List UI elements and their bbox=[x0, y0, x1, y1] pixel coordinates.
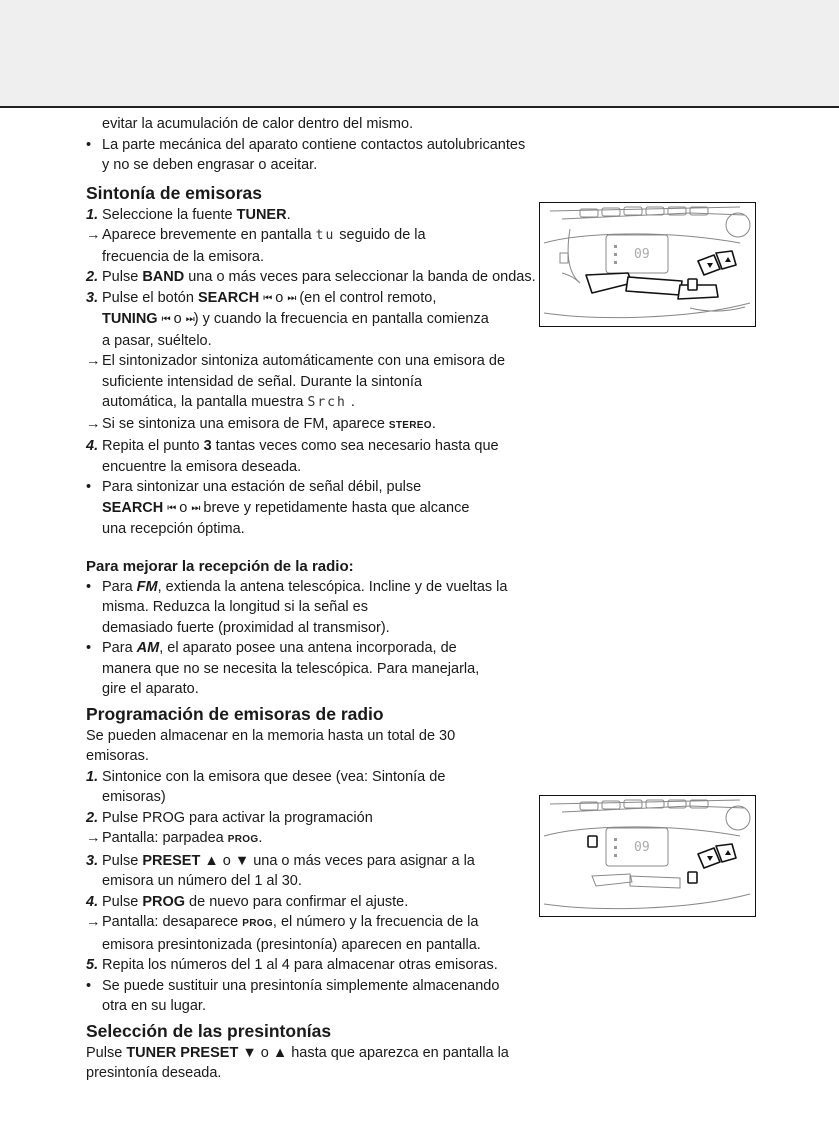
bullet-mark: • bbox=[86, 640, 92, 656]
prog-step-1: 1. Sintonice con la emisora que desee (vea: Sintonía de emisoras) bbox=[86, 768, 446, 805]
result-2: → El sintonizador sintoniza automáticamente con una emisora de suficiente intensidad de señal. Durante la sintonía automática, la pantalla muestra Srch . bbox=[86, 353, 506, 410]
prog-tip: • Se puede sustituir una presintonía simplemente almacenando otra en su lugar. bbox=[86, 977, 500, 1014]
intro-line: evitar la acumulación de calor dentro del mismo. bbox=[102, 116, 414, 132]
prog-step-2: 2. Pulse PROG para activar la programación bbox=[86, 809, 373, 826]
prog-indicator: PROG bbox=[242, 918, 273, 929]
lcd-srch: Srch bbox=[307, 395, 347, 410]
result-3: → Si se sintoniza una emisora de FM, aparece STEREO. bbox=[86, 414, 546, 437]
device-figure-preset bbox=[539, 795, 756, 917]
arrow-icon: → bbox=[86, 415, 101, 432]
bullet-mark: • bbox=[86, 578, 92, 595]
tip-fm: • Para FM, extienda la antena telescópica. Incline y de vueltas la misma. Reduzca la longitud si la señal es demasiado fuerte (proximidad al transmisor). bbox=[86, 578, 508, 636]
section-title-seleccion: Selección de las presintonías bbox=[86, 1020, 332, 1041]
step-3: 3. Pulse el botón SEARCH ⏮ o ⏭ (en el control remoto, TUNING ⏮ o ⏭) y cuando la frecuencia en pantalla comienza a pasar, suéltelo. bbox=[86, 289, 489, 349]
step-2: 2. Pulse BAND una o más veces para seleccionar la banda de ondas. bbox=[86, 269, 536, 285]
result-1: → Aparece brevemente en pantalla tu seguido de la frecuencia de la emisora. bbox=[86, 227, 426, 265]
step-4: 4. Repita el punto 3 tantas veces como sea necesario hasta que encuentre la emisora deseada. bbox=[86, 438, 499, 475]
prog-intro: Se pueden almacenar en la memoria hasta un total de 30 emisoras. bbox=[86, 727, 456, 764]
tip-am: • Para AM, el aparato posee una antena incorporada, de manera que no se necesita la telescópica. Para manejarla, gire el aparato. bbox=[86, 640, 480, 697]
prog-step-5: 5. Repita los números del 1 al 4 para almacenar otras emisoras. bbox=[86, 957, 498, 973]
arrow-icon: → bbox=[86, 914, 101, 930]
step-1: 1. Seleccione la fuente TUNER. bbox=[86, 206, 291, 223]
prog-step-4: 4. Pulse PROG de nuevo para confirmar el ajuste. bbox=[86, 893, 409, 910]
section-title-programacion: Programación de emisoras de radio bbox=[86, 703, 384, 724]
device-figure-tuner bbox=[539, 202, 756, 327]
bullet-mark: • bbox=[86, 136, 92, 153]
prog-step-3: 3. Pulse PRESET ▲ o ▼ una o más veces para asignar a la emisora un número del 1 al 30. bbox=[86, 852, 475, 889]
next-icon: ⏭ bbox=[185, 314, 194, 325]
figure-display-digits: 09 bbox=[634, 247, 650, 262]
prog-indicator: PROG bbox=[227, 834, 259, 845]
manual-text bbox=[86, 114, 546, 1084]
next-icon: ⏭ bbox=[191, 502, 200, 514]
figure-display-digits: 09 bbox=[634, 840, 650, 855]
arrow-icon: → bbox=[86, 830, 101, 846]
subsection-title-mejorar: Para mejorar la recepción de la radio: bbox=[86, 557, 354, 575]
prev-icon: ⏮ bbox=[263, 292, 272, 304]
prog-result-2: → Pantalla: desaparece PROG, el número y la frecuencia de la emisora presintonizada (presintonía) aparecen en pantalla. bbox=[86, 914, 481, 953]
prev-icon: ⏮ bbox=[167, 502, 176, 514]
arrow-icon: → bbox=[86, 353, 101, 369]
device-illustration bbox=[540, 796, 755, 916]
arrow-icon: → bbox=[86, 227, 101, 243]
prog-result-1: → Pantalla: parpadea PROG. bbox=[86, 828, 546, 851]
device-illustration bbox=[540, 203, 755, 326]
section-title-sintonia: Sintonía de emisoras bbox=[86, 182, 263, 203]
bullet-mark: • bbox=[86, 479, 92, 495]
stereo-indicator: STEREO bbox=[388, 419, 432, 431]
page-header-band bbox=[0, 0, 839, 108]
tip-weak-signal: • Para sintonizar una estación de señal débil, pulse SEARCH ⏮ o ⏭ breve y repetidamente hasta que alcance una recepción óptima. bbox=[86, 479, 470, 537]
seleccion-text: Pulse TUNER PRESET ▼ o ▲ hasta que aparezca en pantalla la presintonía deseada. bbox=[86, 1044, 509, 1081]
bullet-mark: • bbox=[86, 977, 92, 994]
lcd-tu: tu bbox=[315, 228, 336, 243]
next-icon: ⏭ bbox=[287, 292, 296, 304]
intro-bullet-item: • La parte mecánica del aparato contiene contactos autolubricantes y no se deben engrasar o aceitar. bbox=[86, 136, 526, 173]
prev-icon: ⏮ bbox=[161, 314, 170, 325]
